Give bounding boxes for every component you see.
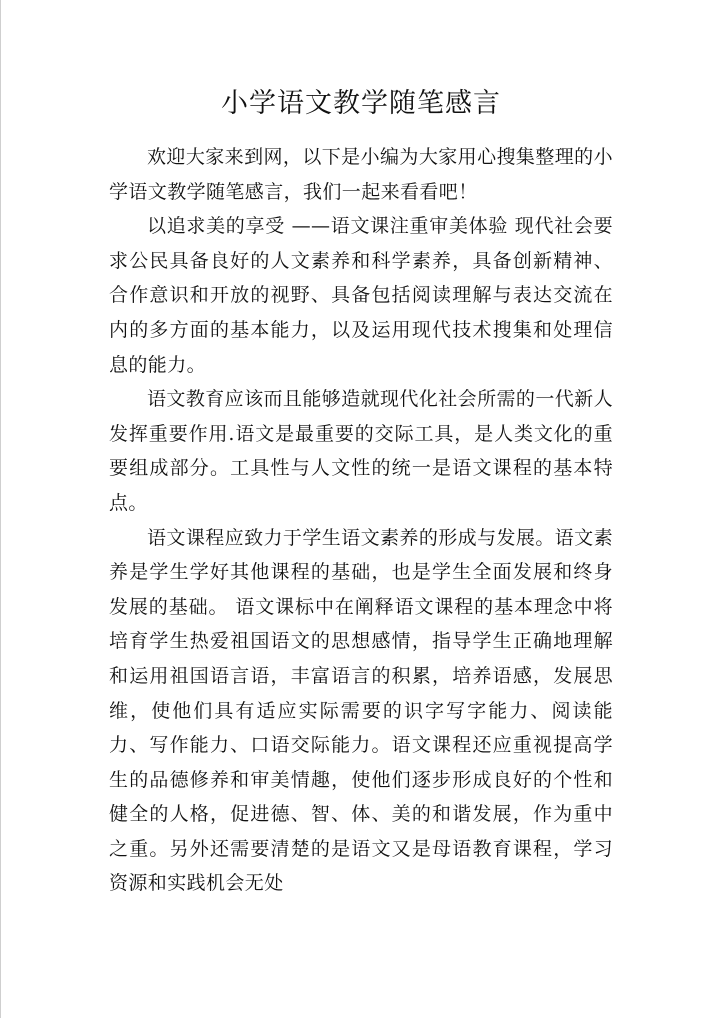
document-body bbox=[109, 82, 613, 901]
paragraph-language-education: 语文教育应该而且能够造就现代化社会所需的一代新人发挥重要作用.语文是最重要的交际工具，是人类文化的重要组成部分。工具性与人文性的统一是语文课程的基本特点。 bbox=[109, 388, 613, 514]
paragraph-welcome: 欢迎大家来到网，以下是小编为大家用心搜集整理的小学语文教学随笔感言，我们一起来看看吧！ bbox=[109, 146, 613, 203]
document-title: 小学语文教学随笔感言 bbox=[221, 88, 501, 119]
paragraph-aesthetic-experience: 以追求美的享受 ——语文课注重审美体验 现代社会要求公民具备良好的人文素养和科学素养，具备创新精神、合作意识和开放的视野、具备包括阅读理解与表达交流在内的多方面的基本能力，以及运用现代技术搜集和处理信息的能力。 bbox=[109, 215, 613, 376]
paragraph-language-literacy: 语文课程应致力于学生语文素养的形成与发展。语文素养是学生学好其他课程的基础，也是学生全面发展和终身发展的基础。 语文课标中在阐释语文课程的基本理念中将培育学生热爱祖国语文的思想感情，指导学生正确地理解和运用祖国语言语，丰富语言的积累，培养语感，发展思维，使他们具有适应实际需要的识字写字能力、阅读能力、写作能力、口语交际能力。语文课程还应重视提高学生的品德修养和审美情趣，使他们逐步形成良好的个性和健全的人格，促进德、智、体、美的和谐发展，作为重中之重。另外还需要清楚的是语文又是母语教育课程，学习资源和实践机会无处 bbox=[109, 526, 613, 895]
